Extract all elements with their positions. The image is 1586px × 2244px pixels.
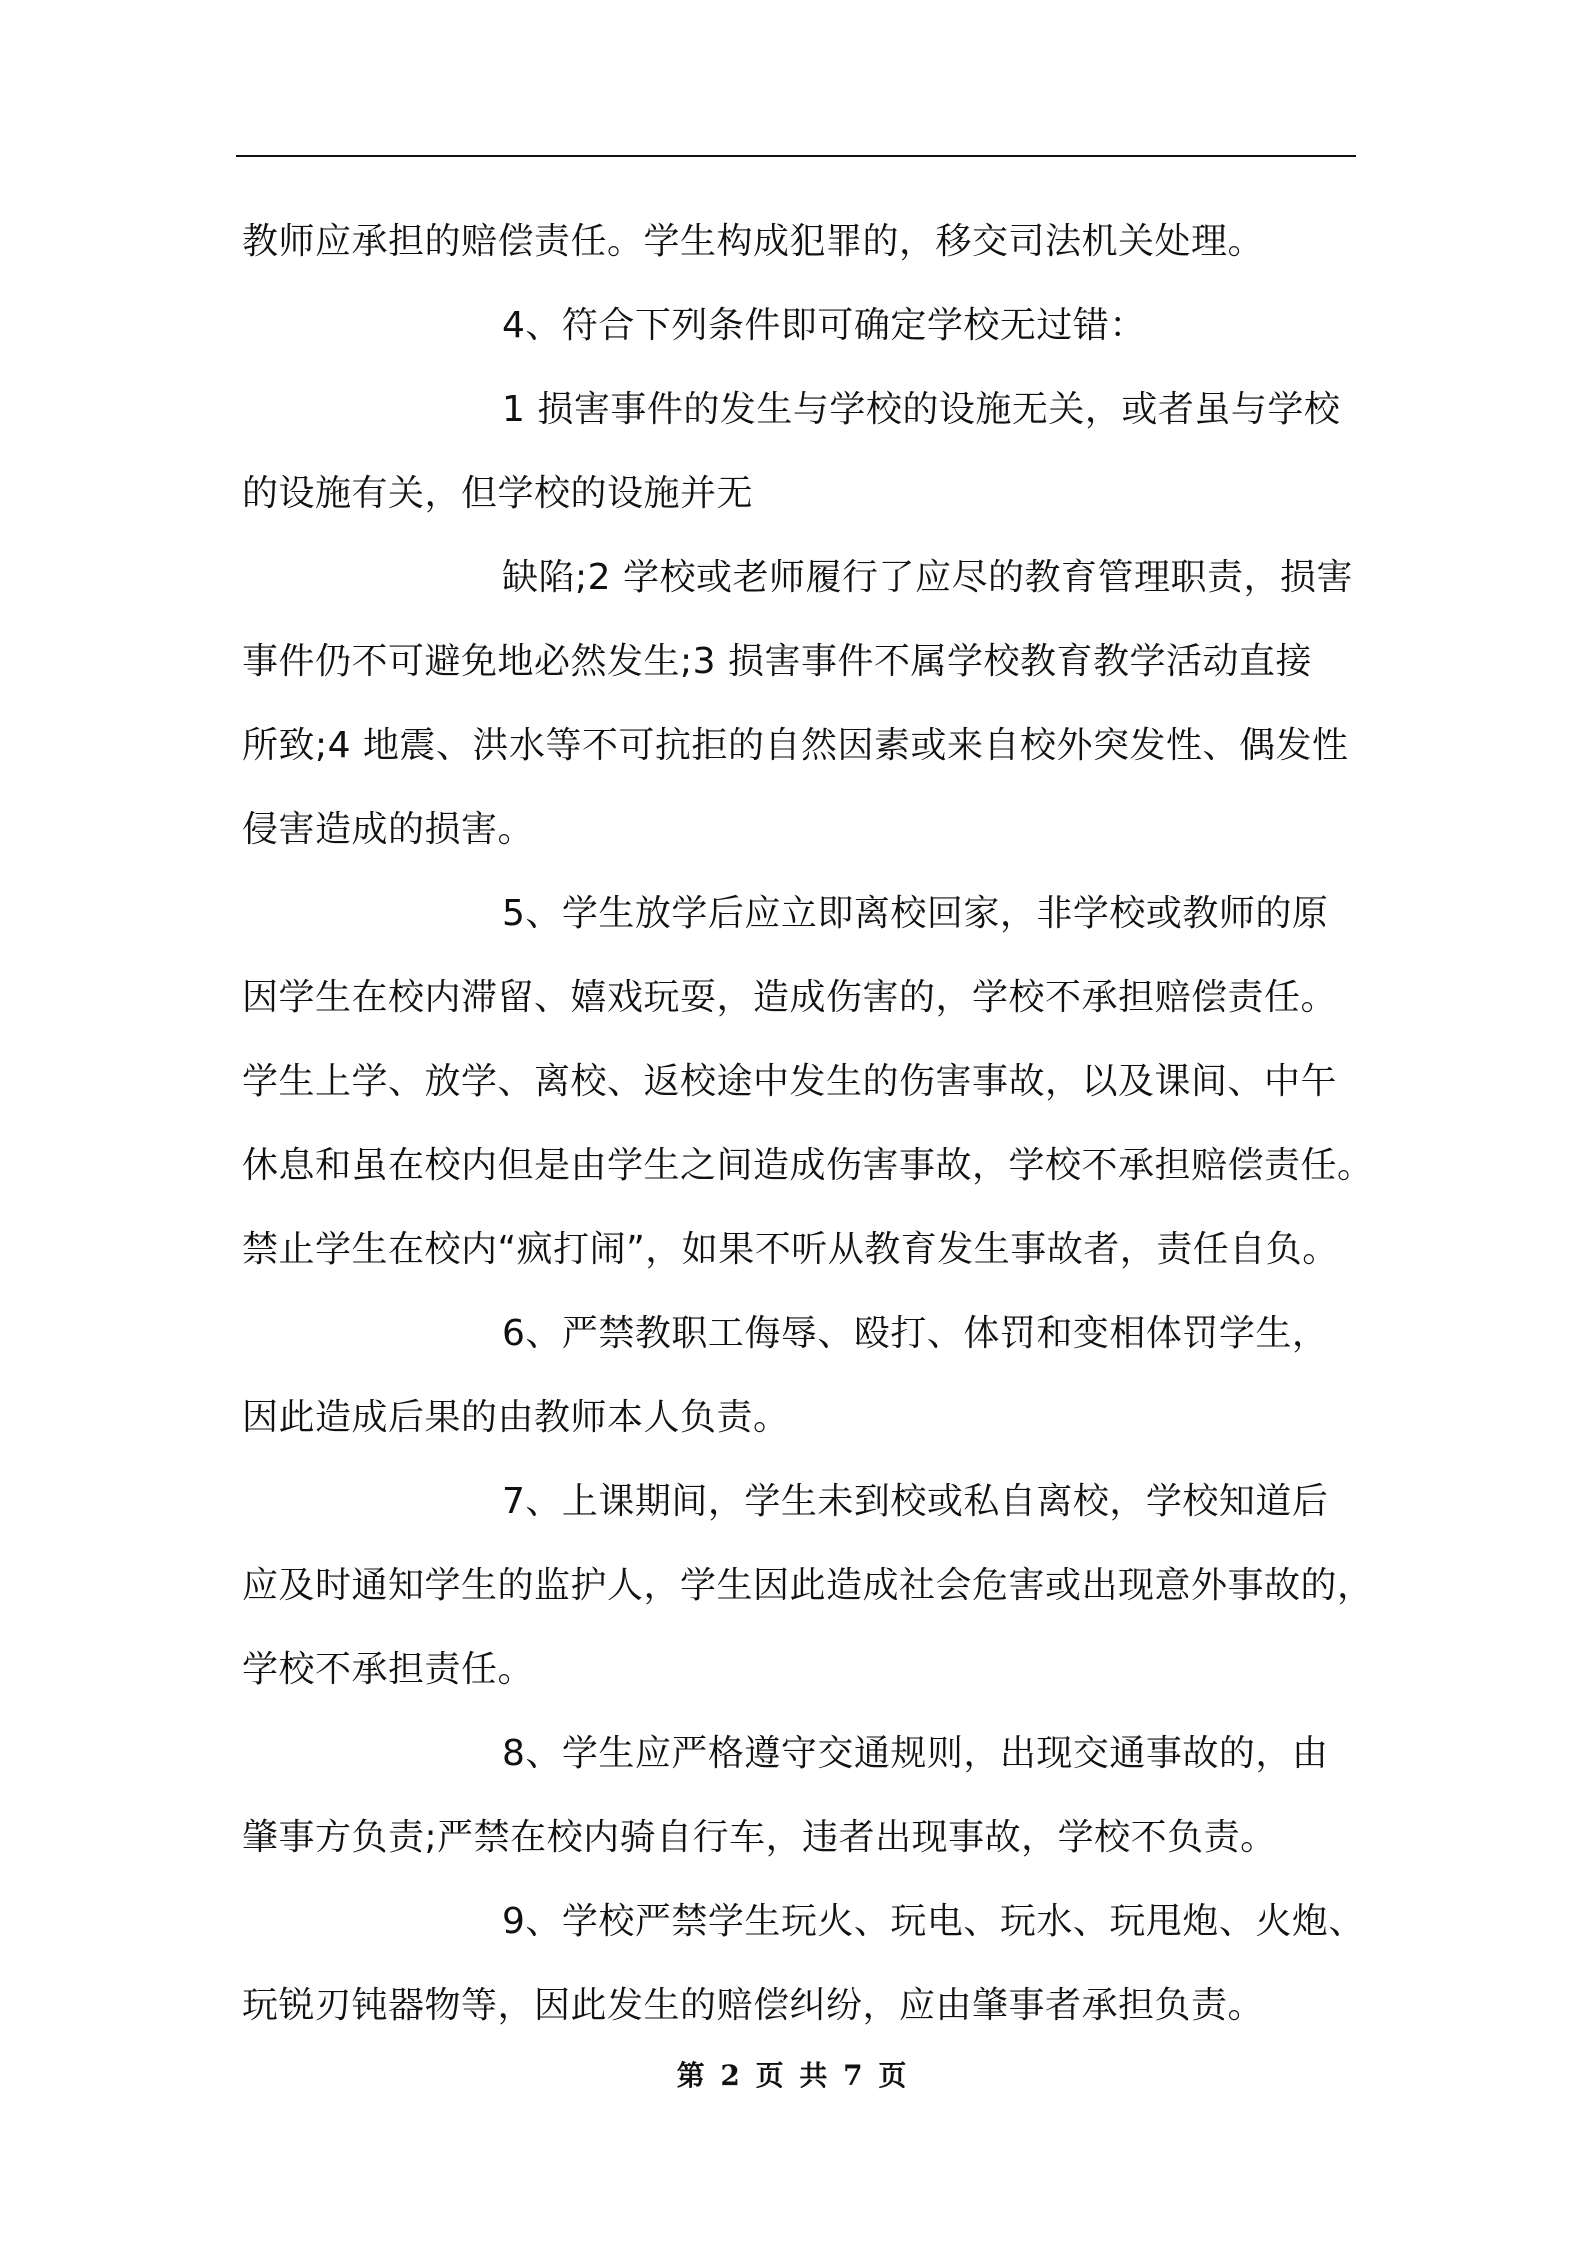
text-line: 的设施有关，但学校的设施并无 [242,473,754,514]
text-line: 6、严禁教职工侮辱、殴打、体罚和变相体罚学生， [502,1313,1329,1354]
page-number: 第 2 页 共 7 页 [676,2059,910,2092]
text-line: 4、符合下列条件即可确定学校无过错： [502,305,1146,346]
text-line: 肇事方负责;严禁在校内骑自行车，违者出现事故，学校不负责。 [242,1817,1277,1858]
text-line: 所致;4 地震、洪水等不可抗拒的自然因素或来自校外突发性、偶发性 [242,725,1349,766]
text-line: 教师应承担的赔偿责任。学生构成犯罪的，移交司法机关处理。 [242,221,1265,262]
text-line: 5、学生放学后应立即离校回家，非学校或教师的原 [502,893,1329,934]
text-line: 8、学生应严格遵守交通规则，出现交通事故的，由 [502,1733,1329,1774]
header-rule [236,155,1356,157]
text-line: 应及时通知学生的监护人，学生因此造成社会危害或出现意外事故的， [242,1565,1374,1606]
text-line: 因学生在校内滞留、嬉戏玩耍，造成伤害的，学校不承担赔偿责任。 [242,977,1338,1018]
text-line: 禁止学生在校内“疯打闹”，如果不听从教育发生事故者，责任自负。 [242,1229,1339,1270]
text-line: 休息和虽在校内但是由学生之间造成伤害事故，学校不承担赔偿责任。 [242,1145,1374,1186]
text-line: 学校不承担责任。 [242,1649,535,1690]
text-line: 9、学校严禁学生玩火、玩电、玩水、玩甩炮、火炮、 [502,1901,1365,1942]
text-line: 侵害造成的损害。 [242,809,535,850]
text-line: 因此造成后果的由教师本人负责。 [242,1397,790,1438]
text-line: 7、上课期间，学生未到校或私自离校，学校知道后 [502,1481,1329,1522]
text-line: 1 损害事件的发生与学校的设施无关，或者虽与学校 [502,389,1341,430]
text-line: 玩锐刃钝器物等，因此发生的赔偿纠纷，应由肇事者承担负责。 [242,1985,1265,2026]
text-line: 事件仍不可避免地必然发生;3 损害事件不属学校教育教学活动直接 [242,641,1312,682]
text-line: 学生上学、放学、离校、返校途中发生的伤害事故，以及课间、中午 [242,1061,1338,1102]
text-line: 缺陷;2 学校或老师履行了应尽的教育管理职责，损害 [502,557,1353,598]
document-body [242,200,1374,2048]
